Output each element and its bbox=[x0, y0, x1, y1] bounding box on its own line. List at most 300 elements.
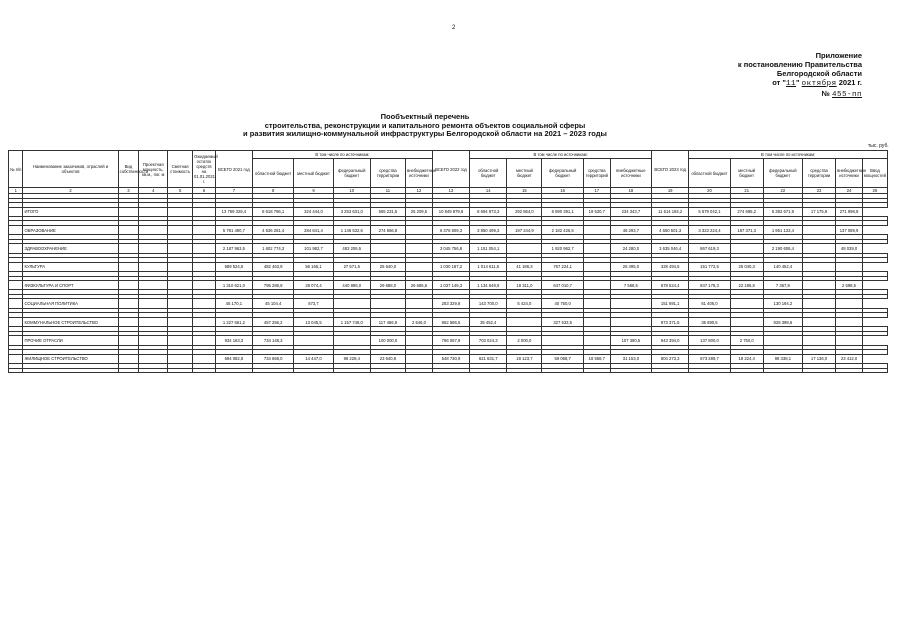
empty-cell bbox=[862, 221, 887, 226]
spacer-row bbox=[9, 368, 888, 373]
value-cell: 621 631,7 bbox=[470, 354, 507, 363]
value-cell bbox=[193, 244, 216, 253]
empty-cell bbox=[23, 368, 118, 373]
value-cell: 867 619,3 bbox=[689, 244, 730, 253]
value-cell bbox=[193, 299, 216, 308]
value-cell: 48 039,0 bbox=[836, 244, 863, 253]
value-cell bbox=[118, 262, 139, 271]
value-cell: 673 289,7 bbox=[689, 354, 730, 363]
document-title bbox=[200, 113, 650, 139]
column-number: 21 bbox=[730, 188, 763, 194]
page-number: 2 bbox=[452, 25, 456, 31]
row-name-cell: ЗДРАВООХРАНЕНИЕ bbox=[23, 244, 118, 253]
value-cell bbox=[836, 262, 863, 271]
column-number: 13 bbox=[432, 188, 469, 194]
column-number: 23 bbox=[803, 188, 836, 194]
header-ready: Ожидаемый остаток средств на 01.01.2021 г. bbox=[193, 151, 216, 188]
value-cell: 1 146 532,6 bbox=[333, 225, 370, 234]
value-cell: 25 209,5 bbox=[406, 207, 433, 216]
value-cell: 1 602 774,3 bbox=[253, 244, 294, 253]
value-cell bbox=[139, 281, 168, 290]
value-cell: 140 452,4 bbox=[763, 262, 802, 271]
value-cell: 3 323 224,4 bbox=[689, 225, 730, 234]
column-number: 8 bbox=[253, 188, 294, 194]
value-cell: 647 010,7 bbox=[542, 281, 583, 290]
table-row bbox=[9, 262, 888, 271]
value-cell: 61 406,0 bbox=[689, 299, 730, 308]
header-cost: Сметная стоимость bbox=[168, 151, 193, 188]
row-name-cell: КОММУНАЛЬНОЕ СТРОИТЕЛЬСТВО bbox=[23, 317, 118, 326]
value-cell: 25 640,0 bbox=[370, 262, 405, 271]
value-cell: 31 153,0 bbox=[610, 354, 651, 363]
column-number: 4 bbox=[139, 188, 168, 194]
value-cell bbox=[139, 317, 168, 326]
value-cell: 17 136,0 bbox=[803, 354, 836, 363]
row-name-cell: ИТОГО bbox=[23, 207, 118, 216]
value-cell: 8 618 786,1 bbox=[253, 207, 294, 216]
value-cell: 1 951 133,4 bbox=[763, 225, 802, 234]
value-cell: 1 014 611,5 bbox=[470, 262, 507, 271]
empty-cell bbox=[507, 368, 542, 373]
value-cell: 847 178,3 bbox=[689, 281, 730, 290]
header-src-2023: внебюджетные источники bbox=[836, 159, 863, 188]
value-cell: 18 311,0 bbox=[507, 281, 542, 290]
header-group-2023: В том числе по источникам: bbox=[689, 151, 888, 159]
value-cell: 107 390,5 bbox=[610, 336, 651, 345]
value-cell bbox=[193, 336, 216, 345]
table-row bbox=[9, 354, 888, 363]
value-cell: 703 024,3 bbox=[470, 336, 507, 345]
value-cell: 130 194,2 bbox=[763, 299, 802, 308]
value-cell: 8 694 873,3 bbox=[470, 207, 507, 216]
value-cell bbox=[193, 207, 216, 216]
value-cell: 40 750,0 bbox=[542, 299, 583, 308]
value-cell bbox=[406, 244, 433, 253]
value-cell: 167 371,3 bbox=[730, 225, 763, 234]
value-cell bbox=[583, 336, 610, 345]
value-cell: 734 668,0 bbox=[253, 354, 294, 363]
approval-line-2: к постановлению Правительства bbox=[737, 60, 862, 69]
value-cell: 197 244,9 bbox=[507, 225, 542, 234]
row-number-cell bbox=[9, 299, 23, 308]
value-cell bbox=[118, 299, 139, 308]
value-cell bbox=[168, 262, 193, 271]
value-cell: 59 068,7 bbox=[542, 354, 583, 363]
value-cell: 795 286,9 bbox=[253, 281, 294, 290]
column-number: 1 bbox=[9, 188, 23, 194]
empty-cell bbox=[730, 368, 763, 373]
value-cell bbox=[836, 317, 863, 326]
value-cell: 26 685,6 bbox=[406, 281, 433, 290]
value-cell bbox=[583, 225, 610, 234]
row-number-cell bbox=[9, 354, 23, 363]
date-prefix: от " bbox=[772, 78, 786, 87]
value-cell bbox=[803, 225, 836, 234]
empty-cell bbox=[862, 294, 887, 299]
value-cell bbox=[803, 281, 836, 290]
value-cell bbox=[118, 336, 139, 345]
value-cell: 271 998,9 bbox=[836, 207, 863, 216]
value-cell bbox=[583, 262, 610, 271]
header-src-2023: местный бюджет bbox=[730, 159, 763, 188]
value-cell: 928 398,6 bbox=[763, 317, 802, 326]
value-cell: 440 896,0 bbox=[333, 281, 370, 290]
value-cell bbox=[836, 299, 863, 308]
value-cell: 786 067,9 bbox=[432, 336, 469, 345]
table-row bbox=[9, 317, 888, 326]
value-cell: 28 074,4 bbox=[294, 281, 333, 290]
value-cell: 1 037 149,3 bbox=[432, 281, 469, 290]
value-cell: 1 151 054,1 bbox=[470, 244, 507, 253]
value-cell: 2 546,0 bbox=[406, 317, 433, 326]
value-cell bbox=[406, 262, 433, 271]
empty-cell bbox=[763, 368, 802, 373]
value-cell: 234 343,7 bbox=[610, 207, 651, 216]
value-cell: 483 206,5 bbox=[333, 244, 370, 253]
header-src-2023: областной бюджет bbox=[689, 159, 730, 188]
empty-cell bbox=[862, 313, 887, 318]
value-cell: 274 666,8 bbox=[370, 225, 405, 234]
column-number: 15 bbox=[507, 188, 542, 194]
value-cell: 1 227 661,2 bbox=[215, 317, 252, 326]
empty-cell bbox=[139, 368, 168, 373]
value-cell: 457 256,2 bbox=[253, 317, 294, 326]
column-number: 25 bbox=[862, 188, 887, 194]
empty-cell bbox=[215, 368, 252, 373]
value-cell: 22 196,8 bbox=[730, 281, 763, 290]
value-cell: 3 635 046,4 bbox=[652, 244, 689, 253]
value-cell bbox=[507, 317, 542, 326]
column-number: 10 bbox=[333, 188, 370, 194]
empty-cell bbox=[862, 350, 887, 355]
value-cell: 292 864,0 bbox=[507, 207, 542, 216]
header-src-2022: федеральный бюджет bbox=[542, 159, 583, 188]
column-number: 16 bbox=[542, 188, 583, 194]
column-number: 14 bbox=[470, 188, 507, 194]
header-src-2022: местный бюджет bbox=[507, 159, 542, 188]
value-cell: 2 190 606,4 bbox=[763, 244, 802, 253]
value-cell: 1 134 649,9 bbox=[470, 281, 507, 290]
row-number-cell bbox=[9, 207, 23, 216]
header-capacity: Проектная мощность, кв.м., пог. м bbox=[139, 151, 168, 188]
header-src-2021: федеральный бюджет bbox=[333, 159, 370, 188]
value-cell bbox=[193, 317, 216, 326]
value-cell: 11 614 184,2 bbox=[652, 207, 689, 216]
value-cell: 873 371,5 bbox=[652, 317, 689, 326]
value-cell: 98 338,1 bbox=[763, 354, 802, 363]
value-cell: 284 641,4 bbox=[294, 225, 333, 234]
value-cell: 6 376 609,3 bbox=[432, 225, 469, 234]
value-cell bbox=[542, 336, 583, 345]
value-cell: 41 186,3 bbox=[507, 262, 542, 271]
value-cell: 327 533,5 bbox=[542, 317, 583, 326]
value-cell: 23 412,0 bbox=[836, 354, 863, 363]
row-name-cell: ПРОЧИЕ ОТРАСЛИ bbox=[23, 336, 118, 345]
column-number: 22 bbox=[763, 188, 802, 194]
value-cell: 962 586,5 bbox=[432, 317, 469, 326]
header-src-2023: Ввод мощностей bbox=[862, 159, 887, 188]
value-cell: 17 175,9 bbox=[803, 207, 836, 216]
value-cell: 18 568,7 bbox=[583, 354, 610, 363]
value-cell: 678 524,4 bbox=[652, 281, 689, 290]
value-cell bbox=[610, 299, 651, 308]
value-cell: 45 104,4 bbox=[253, 299, 294, 308]
row-number-cell bbox=[9, 281, 23, 290]
value-cell: 274 695,2 bbox=[730, 207, 763, 216]
column-number: 6 bbox=[193, 188, 216, 194]
empty-cell bbox=[583, 368, 610, 373]
value-cell: 24 280,0 bbox=[610, 244, 651, 253]
row-number-cell bbox=[9, 244, 23, 253]
value-cell bbox=[803, 299, 836, 308]
empty-cell bbox=[253, 368, 294, 373]
value-cell bbox=[193, 225, 216, 234]
header-src-2022: областной бюджет bbox=[470, 159, 507, 188]
value-cell bbox=[803, 262, 836, 271]
value-cell: 26 495,0 bbox=[610, 262, 651, 271]
row-number-cell bbox=[9, 336, 23, 345]
value-cell: 13 045,5 bbox=[294, 317, 333, 326]
value-cell: 734 148,3 bbox=[253, 336, 294, 345]
value-cell: 589 524,5 bbox=[215, 262, 252, 271]
table-row bbox=[9, 225, 888, 234]
column-number: 19 bbox=[652, 188, 689, 194]
value-cell bbox=[193, 354, 216, 363]
value-cell bbox=[333, 336, 370, 345]
value-cell bbox=[730, 299, 763, 308]
value-cell bbox=[193, 262, 216, 271]
column-number: 7 bbox=[215, 188, 252, 194]
value-cell bbox=[333, 299, 370, 308]
value-cell: 1 310 621,0 bbox=[215, 281, 252, 290]
value-cell: 694 082,8 bbox=[215, 354, 252, 363]
empty-cell bbox=[333, 368, 370, 373]
value-cell: 151 772,5 bbox=[689, 262, 730, 271]
value-cell bbox=[139, 244, 168, 253]
value-cell: 673,7 bbox=[294, 299, 333, 308]
value-cell bbox=[168, 317, 193, 326]
row-number-cell bbox=[9, 317, 23, 326]
value-cell bbox=[803, 317, 836, 326]
column-number: 12 bbox=[406, 188, 433, 194]
column-number: 18 bbox=[610, 188, 651, 194]
date-day: 11 bbox=[785, 80, 796, 88]
value-cell bbox=[118, 281, 139, 290]
title-line-1: Пообъектный перечень bbox=[380, 112, 470, 121]
approval-stamp bbox=[700, 51, 862, 100]
date-year: 2021 г. bbox=[838, 78, 862, 87]
value-cell: 29 688,0 bbox=[370, 281, 405, 290]
header-src-2023: федеральный бюджет bbox=[763, 159, 802, 188]
value-cell bbox=[118, 225, 139, 234]
header-group-2022: В том числе по источникам: bbox=[470, 151, 652, 159]
value-cell: 143 700,0 bbox=[470, 299, 507, 308]
date-month: октября bbox=[801, 80, 837, 88]
value-cell: 565 231,5 bbox=[370, 207, 405, 216]
value-cell: 45 170,1 bbox=[215, 299, 252, 308]
value-cell: 117 466,9 bbox=[370, 317, 405, 326]
value-cell: 100 000,0 bbox=[370, 336, 405, 345]
value-cell bbox=[139, 225, 168, 234]
row-number-cell bbox=[9, 225, 23, 234]
value-cell: 1 030 187,2 bbox=[432, 262, 469, 271]
value-cell: 137 800,0 bbox=[689, 336, 730, 345]
value-cell: 13 769 329,4 bbox=[215, 207, 252, 216]
empty-cell bbox=[652, 368, 689, 373]
approval-line-1: Приложение bbox=[815, 51, 862, 60]
object-list-table bbox=[8, 150, 888, 373]
column-number: 5 bbox=[168, 188, 193, 194]
value-cell: 2 187 963,5 bbox=[215, 244, 252, 253]
header-type: Вид собственности bbox=[118, 151, 139, 188]
value-cell: 137 089,9 bbox=[836, 225, 863, 234]
value-cell: 482 463,9 bbox=[253, 262, 294, 271]
value-cell bbox=[583, 281, 610, 290]
header-no: № п/п bbox=[9, 151, 23, 188]
value-cell bbox=[583, 299, 610, 308]
value-cell bbox=[139, 354, 168, 363]
header-total-2021: ВСЕГО 2021 год bbox=[215, 151, 252, 188]
column-number: 2 bbox=[23, 188, 118, 194]
value-cell: 2 750,0 bbox=[730, 336, 763, 345]
empty-cell bbox=[118, 368, 139, 373]
value-cell bbox=[118, 244, 139, 253]
empty-cell bbox=[168, 368, 193, 373]
value-cell: 10 849 879,8 bbox=[432, 207, 469, 216]
value-cell bbox=[168, 244, 193, 253]
value-cell bbox=[583, 317, 610, 326]
value-cell bbox=[118, 354, 139, 363]
value-cell bbox=[294, 336, 333, 345]
value-cell: 35 452,4 bbox=[470, 317, 507, 326]
value-cell bbox=[406, 299, 433, 308]
value-cell bbox=[168, 225, 193, 234]
value-cell bbox=[803, 336, 836, 345]
empty-cell bbox=[542, 368, 583, 373]
value-cell bbox=[193, 281, 216, 290]
value-cell: 25 040,3 bbox=[730, 262, 763, 271]
value-cell bbox=[139, 299, 168, 308]
value-cell bbox=[406, 336, 433, 345]
value-cell bbox=[118, 207, 139, 216]
header-name: Наименование заказчиков, отраслей и объектов bbox=[23, 151, 118, 188]
value-cell bbox=[406, 354, 433, 363]
value-cell: 7 568,5 bbox=[610, 281, 651, 290]
value-cell: 548 730,9 bbox=[432, 354, 469, 363]
empty-cell bbox=[862, 203, 887, 208]
empty-cell bbox=[862, 368, 887, 373]
column-number: 3 bbox=[118, 188, 139, 194]
table-row bbox=[9, 281, 888, 290]
table-row bbox=[9, 207, 888, 216]
column-number: 20 bbox=[689, 188, 730, 194]
empty-cell bbox=[370, 368, 405, 373]
header-total-2022: ВСЕГО 2022 год bbox=[432, 151, 469, 188]
value-cell bbox=[763, 336, 802, 345]
header-src-2022: внебюджетные источники bbox=[610, 159, 651, 188]
column-number: 24 bbox=[836, 188, 863, 194]
value-cell: 46 293,7 bbox=[610, 225, 651, 234]
value-cell: 4 536 281,4 bbox=[253, 225, 294, 234]
value-cell: 19 530,7 bbox=[583, 207, 610, 216]
header-src-2023: средства территории bbox=[803, 159, 836, 188]
date-mid: " bbox=[796, 78, 800, 87]
empty-cell bbox=[406, 368, 433, 373]
value-cell: 96 228,4 bbox=[333, 354, 370, 363]
table-body bbox=[9, 194, 888, 373]
value-cell: 18 123,7 bbox=[507, 354, 542, 363]
empty-cell bbox=[689, 368, 730, 373]
value-cell: 5 424,0 bbox=[507, 299, 542, 308]
value-cell bbox=[168, 336, 193, 345]
value-cell bbox=[610, 317, 651, 326]
value-cell: 35 890,5 bbox=[689, 317, 730, 326]
value-cell bbox=[370, 244, 405, 253]
value-cell: 328 494,5 bbox=[652, 262, 689, 271]
empty-cell bbox=[862, 276, 887, 281]
value-cell bbox=[370, 299, 405, 308]
value-cell bbox=[406, 225, 433, 234]
empty-cell bbox=[470, 368, 507, 373]
value-cell: 5 679 042,1 bbox=[689, 207, 730, 216]
value-cell: 6 590 391,1 bbox=[542, 207, 583, 216]
approval-line-3: Белгородской области bbox=[776, 69, 862, 78]
value-cell bbox=[803, 244, 836, 253]
value-cell: 2 000,0 bbox=[507, 336, 542, 345]
value-cell: 4 650 501,3 bbox=[652, 225, 689, 234]
value-cell: 5 781 490,7 bbox=[215, 225, 252, 234]
value-cell bbox=[139, 336, 168, 345]
value-cell: 1 920 962,7 bbox=[542, 244, 583, 253]
value-cell: 1 157 748,0 bbox=[333, 317, 370, 326]
empty-cell bbox=[803, 368, 836, 373]
empty-cell bbox=[862, 239, 887, 244]
value-cell: 2 182 426,5 bbox=[542, 225, 583, 234]
value-cell: 27 571,5 bbox=[333, 262, 370, 271]
units-label: тыс. руб. bbox=[868, 143, 889, 149]
column-number: 9 bbox=[294, 188, 333, 194]
empty-cell bbox=[862, 258, 887, 263]
value-cell: 5 382 671,9 bbox=[763, 207, 802, 216]
empty-cell bbox=[193, 368, 216, 373]
row-name-cell: ФИЗКУЛЬТУРА И СПОРТ bbox=[23, 281, 118, 290]
header-src-2021: местный бюджет bbox=[294, 159, 333, 188]
value-cell bbox=[168, 354, 193, 363]
approval-date bbox=[700, 78, 862, 89]
empty-cell bbox=[432, 368, 469, 373]
value-cell: 934 163,3 bbox=[215, 336, 252, 345]
value-cell bbox=[583, 244, 610, 253]
empty-cell bbox=[9, 368, 23, 373]
value-cell: 804 273,3 bbox=[652, 354, 689, 363]
value-cell: 3 253 631,0 bbox=[333, 207, 370, 216]
header-src-2021: внебюджетные источники bbox=[406, 159, 433, 188]
header-group-2021: В том числе по источникам: bbox=[253, 151, 433, 159]
value-cell bbox=[168, 299, 193, 308]
header-src-2022: средства территорий bbox=[583, 159, 610, 188]
row-number-cell bbox=[9, 262, 23, 271]
empty-cell bbox=[836, 368, 863, 373]
title-line-2: строительства, реконструкции и капитального ремонта объектов социальной сферы bbox=[264, 120, 586, 130]
value-cell: 3 045 756,8 bbox=[432, 244, 469, 253]
empty-cell bbox=[610, 368, 651, 373]
header-src-2021: областной бюджет bbox=[253, 159, 294, 188]
row-name-cell: ЖИЛИЩНОЕ СТРОИТЕЛЬСТВО bbox=[23, 354, 118, 363]
table-row bbox=[9, 299, 888, 308]
value-cell: 767 224,1 bbox=[542, 262, 583, 271]
value-cell bbox=[730, 244, 763, 253]
empty-cell bbox=[294, 368, 333, 373]
